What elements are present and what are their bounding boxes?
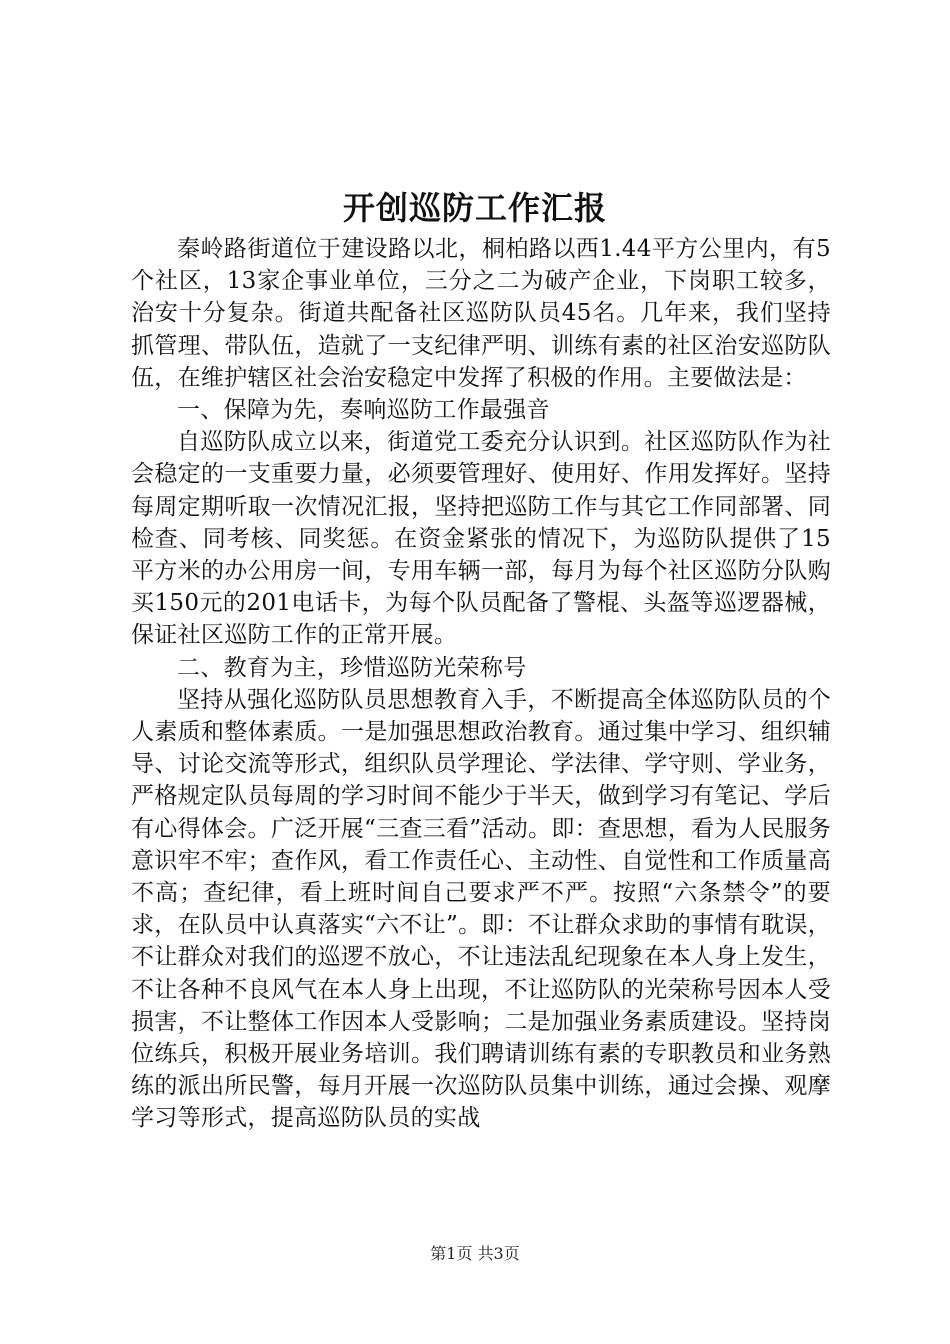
section-2-paragraph: 坚持从强化巡防队员思想教育入手，不断提高全体巡防队员的个人素质和整体素质。一是加强思想政治教育。通过集中学习、组织辅导、讨论交流等形式，组织队员学理论、学法律、学守则、学业务，严格规定队员每周的学习时间不能少于半天，做到学习有笔记、学后有心得体会。广泛开展“三查三看”活动。即：查思想，看为人民服务意识牢不牢；查作风，看工作责任心、主动性、自觉性和工作质量高不高；查纪律，看上班时间自己要求严不严。按照“六条禁令”的要求，在队员中认真落实“六不让”。即：不让群众求助的事情有耽误，不让群众对我们的巡逻不放心，不让违法乱纪现象在本人身上发生，不让各种不良风气在本人身上出现，不让巡防队的光荣称号因本人受损害，不让整体工作因本人受影响；二是加强业务素质建设。坚持岗位练兵，积极开展业务培训。我们聘请训练有素的专职教员和业务熟练的派出所民警，每月开展一次巡防队员集中训练，通过会操、观摩学习等形式，提高巡防队员的实战 [131,686,831,1132]
document-title: 开创巡防工作汇报 [342,189,607,227]
intro-paragraph: 秦岭路街道位于建设路以北，桐柏路以西1.44平方公里内，有5个社区，13家企事业单位，三分之二为破产企业，下岗职工较多，治安十分复杂。街道共配备社区巡防队员45名。几年来，我们坚持抓管理、带队伍，造就了一支纪律严明、训练有素的社区治安巡防队伍，在维护辖区社会治安稳定中发挥了积极的作用。主要做法是： [131,236,831,391]
document-body [131,233,831,1135]
section-1-paragraph: 自巡防队成立以来，街道党工委充分认识到。社区巡防队作为社会稳定的一支重要力量，必须要管理好、使用好、作用发挥好。坚持每周定期听取一次情况汇报，坚持把巡防工作与其它工作同部署、同检查、同考核、同奖惩。在资金紧张的情况下，为巡防队提供了15平方米的办公用房一间，专用车辆一部，每月为每个社区巡防分队购买150元的201电话卡，为每个队员配备了警棍、头盔等巡逻器械，保证社区巡防工作的正常开展。 [131,429,831,649]
section-2-heading: 二、教育为主，珍惜巡防光荣称号 [177,654,527,681]
section-1-heading: 一、保障为先，奏响巡防工作最强音 [177,397,550,424]
page-number-footer: 第1页 共3页 [430,1244,520,1263]
